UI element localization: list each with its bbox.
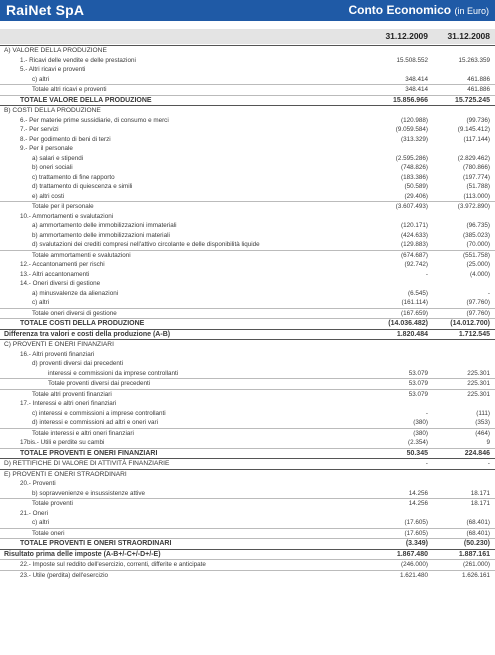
statement-row: [0, 65, 495, 75]
row-label: b) ammortamento delle immobilizzazioni materiali: [32, 231, 170, 239]
statement-row: [0, 270, 495, 280]
row-label: 5.- Altri ricavi e proventi: [20, 66, 86, 73]
statement-row: [0, 75, 495, 85]
value-2009: -: [425, 409, 428, 417]
row-label: Totale oneri diversi di gestione: [32, 309, 117, 317]
value-2008: (14.012.700): [450, 320, 490, 327]
row-label: 23.- Utile (perdita) dell'esercizio: [20, 571, 108, 579]
statement-row: [0, 135, 495, 145]
row-label: TOTALE PROVENTI E ONERI FINANZIARI: [20, 449, 158, 457]
value-2008: (99.736): [466, 116, 490, 124]
statement-row: [0, 231, 495, 241]
value-2008: (780.866): [463, 164, 490, 171]
column-date-previous: 31.12.2008: [447, 31, 490, 41]
value-2008: (117.144): [463, 135, 490, 143]
value-2009: 53.079: [408, 380, 428, 387]
value-2008: (70.000): [466, 241, 490, 248]
row-label: 12.- Accantonamenti per rischi: [20, 261, 105, 268]
value-2008: (97.760): [466, 299, 490, 306]
statement-row: [0, 154, 495, 164]
value-2008: -: [487, 460, 490, 467]
value-2009: 53.079: [408, 390, 428, 398]
row-label: TOTALE COSTI DELLA PRODUZIONE: [20, 320, 145, 327]
value-2008: 461.886: [467, 86, 490, 93]
value-2009: (120.988): [401, 116, 428, 124]
value-2009: 1.820.484: [396, 330, 428, 338]
statement-row: [0, 409, 495, 419]
value-2008: 225.301: [467, 369, 490, 377]
value-2008: 461.886: [467, 75, 490, 83]
statement-row: [0, 448, 495, 459]
statement-row: [0, 240, 495, 250]
row-label: c) altri: [32, 75, 50, 83]
value-2009: (6.545): [408, 289, 428, 297]
value-2009: (17.605): [404, 529, 428, 537]
document-title: [348, 3, 489, 17]
value-2008: 225.301: [467, 390, 490, 398]
statement-row: [0, 56, 495, 66]
row-label: A) VALORE DELLA PRODUZIONE: [4, 47, 107, 54]
value-2009: 1.621.480: [399, 571, 428, 579]
statement-row: [0, 45, 495, 56]
value-2009: 15.856.966: [392, 96, 428, 104]
value-2009: (424.633): [401, 231, 428, 239]
value-2008: (96.735): [466, 222, 490, 229]
value-2009: (120.171): [401, 222, 428, 229]
statement-row: [0, 498, 495, 509]
statement-row: [0, 173, 495, 183]
row-label: 14.- Oneri diversi di gestione: [20, 280, 101, 287]
value-2009: 1.867.480: [396, 550, 428, 558]
value-2009: (313.329): [401, 135, 428, 143]
statement-row: [0, 212, 495, 222]
value-2009: (674.687): [401, 251, 428, 259]
row-label: TOTALE PROVENTI E ONERI STRAORDINARI: [20, 540, 172, 547]
value-2009: (183.386): [401, 173, 428, 181]
row-label: interessi e commissioni da imprese controllanti: [48, 369, 179, 377]
row-label: Totale altri proventi finanziari: [32, 390, 112, 398]
row-label: Totale ammortamenti e svalutazioni: [32, 251, 131, 259]
value-2009: -: [425, 460, 428, 467]
row-label: C) PROVENTI E ONERI FINANZIARI: [4, 341, 114, 348]
row-label: 17.- Interessi e altri oneri finanziari: [20, 400, 117, 407]
value-2008: -: [487, 289, 490, 297]
value-2008: (197.774): [463, 173, 490, 181]
value-2009: 50.345: [406, 449, 428, 457]
statement-row: [0, 144, 495, 154]
value-2009: (14.036.482): [388, 320, 428, 327]
value-2008: 1.887.161: [458, 550, 490, 558]
value-2008: (551.758): [463, 251, 490, 259]
row-label: d) trattamento di quiescenza e simili: [32, 183, 133, 190]
row-label: 10.- Ammortamenti e svalutazioni: [20, 212, 114, 220]
statement-row: [0, 201, 495, 212]
value-2009: (161.114): [401, 299, 428, 306]
statement-row: [0, 125, 495, 135]
row-label: 6.- Per materie prime sussidiarie, di consumo e merci: [20, 116, 169, 124]
statement-row: [0, 389, 495, 400]
value-2008: (385.023): [463, 231, 490, 239]
row-label: D) RETTIFICHE DI VALORE DI ATTIVITÀ FINANZIARIE: [4, 460, 170, 467]
row-label: Differenza tra valori e costi della produzione (A-B): [4, 330, 171, 338]
statement-row: [0, 192, 495, 202]
row-label: B) COSTI DELLA PRODUZIONE: [4, 107, 101, 114]
value-2009: (3.607.493): [395, 203, 428, 210]
value-2008: (353): [475, 419, 490, 426]
row-label: 22.- Imposte sul reddito dell'esercizio, correnti, differite e anticipate: [20, 561, 206, 568]
statement-row: [0, 428, 495, 439]
row-label: Totale per il personale: [32, 203, 94, 210]
value-2008: (50.230): [463, 540, 490, 547]
value-2008: (111): [476, 409, 490, 417]
row-label: c) altri: [32, 519, 50, 526]
value-2009: (2.595.286): [395, 154, 428, 162]
row-label: d) proventi diversi dai precedenti: [32, 360, 124, 367]
row-label: 9.- Per il personale: [20, 145, 73, 152]
row-label: d) interessi e commissioni ad altri e oneri vari: [32, 419, 158, 426]
statement-row: [0, 279, 495, 289]
statement-row: [0, 318, 495, 329]
statement-row: [0, 438, 495, 448]
statement-row: [0, 458, 495, 469]
row-label: 1.- Ricavi delle vendite e delle prestazioni: [20, 56, 136, 64]
statement-row: [0, 339, 495, 350]
value-2009: 348.414: [405, 86, 428, 93]
row-label: c) altri: [32, 299, 50, 306]
row-label: Totale proventi diversi dai precedenti: [48, 380, 151, 387]
column-header-bar: [0, 29, 495, 44]
value-2008: (9.145.412): [457, 126, 490, 133]
statement-row: [0, 489, 495, 499]
value-2009: 53.079: [408, 369, 428, 377]
row-label: Totale proventi: [32, 500, 73, 507]
row-label: Totale interessi e altri oneri finanziari: [32, 429, 134, 437]
value-2009: (9.059.584): [395, 126, 428, 133]
row-label: 7.- Per servizi: [20, 126, 59, 133]
value-2008: 1.626.161: [461, 571, 490, 579]
statement-row: [0, 509, 495, 519]
row-label: 13.- Altri accantonamenti: [20, 270, 90, 278]
row-label: c) trattamento di fine rapporto: [32, 173, 115, 181]
row-label: e) altri costi: [32, 192, 65, 200]
row-label: a) salari e stipendi: [32, 154, 84, 162]
row-label: TOTALE VALORE DELLA PRODUZIONE: [20, 96, 152, 104]
statement-row: [0, 298, 495, 308]
row-label: d) svalutazioni dei crediti compresi nell'attivo circolante e delle disponibilità liquide: [32, 241, 260, 248]
statement-row: [0, 378, 495, 389]
value-2008: 224.846: [464, 449, 490, 457]
value-2008: (464): [475, 429, 490, 437]
value-2008: 15.263.359: [458, 56, 490, 64]
value-2009: (246.000): [401, 561, 428, 568]
row-label: a) minusvalenze da alienazioni: [32, 289, 119, 297]
statement-row: [0, 329, 495, 340]
statement-row: [0, 163, 495, 173]
statement-row: [0, 479, 495, 489]
value-2008: 1.712.545: [458, 330, 490, 338]
row-label: Totale oneri: [32, 529, 65, 537]
value-2008: 9: [486, 439, 490, 446]
statement-row: [0, 105, 495, 116]
statement-row: [0, 95, 495, 106]
row-label: Risultato prima delle imposte (A-B+/-C+/-D+/-E): [4, 550, 161, 558]
statement-row: [0, 469, 495, 480]
statement-row: [0, 570, 495, 581]
value-2008: (261.000): [463, 561, 490, 568]
statement-row: [0, 350, 495, 360]
value-2009: 14.256: [408, 489, 428, 497]
value-2008: 15.725.245: [454, 96, 490, 104]
value-2008: 18.171: [470, 489, 490, 497]
value-2009: 348.414: [405, 75, 428, 83]
row-label: b) sopravvenienze e insussistenze attive: [32, 489, 146, 497]
statement-row: [0, 221, 495, 231]
statement-title: Conto Economico: [348, 3, 452, 17]
value-2008: (113.000): [463, 192, 490, 200]
column-date-current: 31.12.2009: [385, 31, 428, 41]
value-2009: (29.406): [404, 192, 428, 200]
value-2008: 18.171: [470, 500, 490, 507]
statement-row: [0, 528, 495, 539]
value-2009: (167.659): [401, 309, 428, 317]
row-label: 17bis.- Utili e perdite su cambi: [20, 439, 105, 446]
statement-row: [0, 559, 495, 570]
row-label: 21.- Oneri: [20, 509, 48, 517]
statement-row: [0, 418, 495, 428]
statement-row: [0, 308, 495, 319]
value-2009: (50.589): [404, 183, 428, 190]
statement-row: [0, 116, 495, 126]
value-2009: 15.508.552: [396, 56, 428, 64]
statement-row: [0, 359, 495, 369]
value-2009: -: [425, 270, 428, 278]
value-2008: (51.788): [466, 183, 490, 190]
row-label: 16.- Altri proventi finanziari: [20, 350, 95, 358]
value-2008: (2.829.462): [457, 154, 490, 162]
row-label: E) PROVENTI E ONERI STRAORDINARI: [4, 470, 127, 478]
statement-row: [0, 250, 495, 261]
statement-row: [0, 182, 495, 192]
income-statement-table: [0, 45, 495, 580]
statement-row: [0, 399, 495, 409]
currency-note: (in Euro): [454, 6, 489, 16]
value-2008: (68.401): [466, 529, 490, 537]
value-2009: (2.354): [408, 439, 428, 446]
row-label: a) ammortamento delle immobilizzazioni immateriali: [32, 222, 177, 229]
value-2008: (97.760): [466, 309, 490, 317]
value-2008: 225.301: [467, 380, 490, 387]
company-name: RaiNet SpA: [6, 2, 85, 18]
statement-row: [0, 84, 495, 95]
value-2009: (380): [413, 429, 428, 437]
value-2009: (3.349): [405, 540, 428, 547]
value-2009: (748.826): [401, 164, 428, 171]
value-2008: (3.972.890): [457, 203, 490, 210]
statement-row: [0, 549, 495, 560]
statement-row: [0, 260, 495, 270]
value-2009: (380): [413, 419, 428, 426]
row-label: 8.- Per godimento di beni di terzi: [20, 135, 111, 143]
value-2008: (4.000): [470, 270, 490, 278]
row-label: Totale altri ricavi e proventi: [32, 86, 107, 93]
row-label: b) oneri sociali: [32, 164, 73, 171]
row-label: c) interessi e commissioni a imprese controllanti: [32, 409, 166, 417]
value-2009: (17.605): [404, 519, 428, 526]
statement-row: [0, 289, 495, 299]
value-2009: (129.883): [401, 241, 428, 248]
title-bar: [0, 0, 495, 21]
statement-row: [0, 538, 495, 549]
value-2009: (92.742): [404, 261, 428, 268]
value-2008: (25.000): [466, 261, 490, 268]
value-2009: 14.256: [408, 500, 428, 507]
row-label: 20.- Proventi: [20, 480, 56, 487]
statement-row: [0, 369, 495, 379]
statement-row: [0, 518, 495, 528]
value-2008: (68.401): [466, 519, 490, 526]
